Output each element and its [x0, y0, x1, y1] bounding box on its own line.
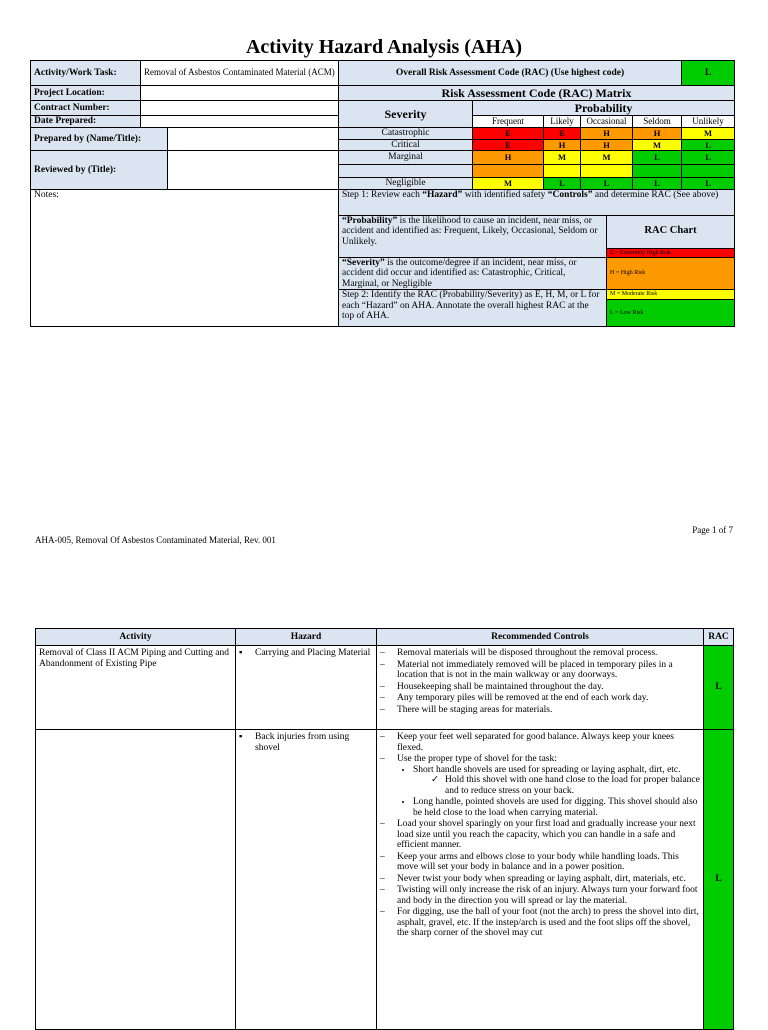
- project-location-value[interactable]: [141, 86, 339, 101]
- step2-text: Step 2: Identify the RAC (Probability/Severity) as E, H, M, or L for each “Hazard” on AHA. Annotate the overall highest RAC at the top of AHA.: [339, 290, 607, 327]
- step1-text: Step 1: Review each “Hazard” with identified safety “Controls” and determine RAC (See above): [339, 189, 735, 215]
- severity-negligible: Negligible: [339, 178, 473, 190]
- controls-list: [380, 732, 700, 939]
- matrix-spacer: [339, 165, 473, 178]
- rac-cell: H: [473, 151, 544, 165]
- date-prepared-value[interactable]: [141, 116, 339, 128]
- rac-legend-m: M = Moderate Risk: [607, 290, 734, 300]
- contract-number-value[interactable]: [141, 101, 339, 116]
- control-item: – Housekeeping shall be maintained throughout the day.: [380, 682, 700, 693]
- rac-cell: H: [581, 128, 633, 140]
- rac-cell: L: [544, 178, 581, 190]
- severity-definition: “Severity” is the outcome/degree if an incident, near miss, or accident did occur and identified as: Catastrophic, Critical, Marginal, or Negligible: [339, 257, 607, 290]
- control-item: – Any temporary piles will be removed at the end of each work day.: [380, 693, 700, 704]
- controls-list: [380, 648, 700, 715]
- prepared-by-label: Prepared by (Name/Title):: [31, 128, 168, 151]
- notes-label: Notes:: [34, 189, 59, 200]
- rac-cell: H: [581, 139, 633, 151]
- activity-label: Activity/Work Task:: [31, 61, 141, 86]
- hazard-item: ▪ Carrying and Placing Material: [239, 648, 373, 659]
- rac-cell: E: [473, 128, 544, 140]
- activity-cell: Removal of Class II ACM Piping and Cutting and Abandonment of Existing Pipe: [36, 646, 236, 730]
- document-reference: AHA-005, Removal Of Asbestos Contaminated Material, Rev. 001: [35, 535, 276, 545]
- hazard-cell: [236, 646, 377, 730]
- rac-cell: M: [633, 139, 682, 151]
- probability-likely: Likely: [544, 116, 581, 128]
- page-title: Activity Hazard Analysis (AHA): [245, 36, 523, 58]
- rac-legend-h: H = High Risk: [607, 257, 735, 290]
- contract-number-label: Contract Number:: [31, 101, 141, 116]
- control-item: – Never twist your body when spreading or laying asphalt, dirt, materials, etc.: [380, 874, 700, 885]
- rac-cell: M: [473, 178, 544, 190]
- reviewed-by-value[interactable]: [168, 151, 339, 190]
- control-item: – For digging, use the ball of your foot (not the arch) to press the shovel into dirt, asphalt, gravel, etc. If the instep/arch is used and the foot slips off the shovel, the sharp corner of the shovel may cut: [380, 907, 700, 939]
- matrix-spacer: [473, 165, 544, 178]
- rac-legend-ml: [607, 290, 735, 327]
- hazard-item: ▪ Back injuries from using shovel: [239, 732, 373, 753]
- control-item: – Twisting will only increase the risk of an injury. Always turn your forward foot and body in the direction you will spread or lay the material.: [380, 885, 700, 906]
- col-header-controls: Recommended Controls: [377, 629, 704, 646]
- sub-list: [397, 765, 700, 819]
- rac-cell: M: [682, 128, 735, 140]
- rac-cell: M: [544, 151, 581, 165]
- probability-frequent: Frequent: [473, 116, 544, 128]
- control-item: – There will be staging areas for materials.: [380, 705, 700, 716]
- overall-rac-label: Overall Risk Assessment Code (RAC) (Use highest code): [339, 61, 682, 86]
- probability-occasional: Occasional: [581, 116, 633, 128]
- severity-marginal: Marginal: [339, 151, 473, 165]
- rac-chart-title: RAC Chart: [607, 215, 735, 248]
- rac-cell: L: [581, 178, 633, 190]
- control-item: – Load your shovel sparingly on your first load and gradually increase your next load size until you reach the capacity, which you can handle in a safe and efficient manner.: [380, 819, 700, 851]
- rac-value: L: [704, 730, 734, 1030]
- sub-item: • Long handle, pointed shovels are used for digging. This shovel should also be held close to the load when carrying material.: [413, 797, 700, 818]
- rac-cell: E: [544, 128, 581, 140]
- probability-header: Probability: [473, 101, 735, 116]
- sub-item: • Short handle shovels are used for spreading or laying asphalt, dirt, etc. ✓ Hold this shovel with one hand close to the load for proper balance and to reduce stress on your back.: [413, 765, 700, 797]
- prepared-by-value[interactable]: [168, 128, 339, 151]
- probability-unlikely: Unlikely: [682, 116, 735, 128]
- col-header-hazard: Hazard: [236, 629, 377, 646]
- control-item: – Material not immediately removed will be placed in temporary piles in a location that is not in the main walkway or any doorways.: [380, 660, 700, 681]
- rac-cell: M: [581, 151, 633, 165]
- probability-seldom: Seldom: [633, 116, 682, 128]
- rac-cell: H: [633, 128, 682, 140]
- aha-header-table: [30, 60, 735, 327]
- control-item: – Keep your feet well separated for good balance. Always keep your knees flexed.: [380, 732, 700, 753]
- hazard-table: [35, 628, 734, 1030]
- reviewed-by-label: Reviewed by (Title):: [31, 151, 168, 190]
- table-row: [36, 730, 734, 1030]
- rac-cell: L: [682, 139, 735, 151]
- rac-cell: L: [633, 151, 682, 165]
- activity-cell: [36, 730, 236, 1030]
- col-header-rac: RAC: [704, 629, 734, 646]
- rac-cell: L: [682, 178, 735, 190]
- rac-legend-e: E = Extremely High Risk: [607, 248, 735, 257]
- date-prepared-label: Date Prepared:: [31, 116, 141, 128]
- rac-cell: L: [633, 178, 682, 190]
- rac-cell: E: [473, 139, 544, 151]
- matrix-spacer: [633, 165, 682, 178]
- severity-catastrophic: Catastrophic: [339, 128, 473, 140]
- matrix-spacer: [581, 165, 633, 178]
- table-row: [36, 646, 734, 730]
- probability-definition: “Probability” is the likelihood to cause an incident, near miss, or accident and identified as: Frequent, Likely, Occasional, Seldom or Unlikely.: [339, 215, 607, 257]
- severity-critical: Critical: [339, 139, 473, 151]
- rac-legend-l: L = Low Risk: [607, 300, 734, 326]
- severity-header: Severity: [339, 101, 473, 128]
- matrix-spacer: [682, 165, 735, 178]
- col-header-activity: Activity: [36, 629, 236, 646]
- activity-value: Removal of Asbestos Contaminated Material (ACM): [141, 61, 339, 86]
- matrix-title: Risk Assessment Code (RAC) Matrix: [339, 86, 735, 101]
- project-location-label: Project Location:: [31, 86, 141, 101]
- hazard-cell: [236, 730, 377, 1030]
- control-item: – Keep your arms and elbows close to your body while handling loads. This move will set your body in balance and in a power position.: [380, 852, 700, 873]
- check-item: ✓ Hold this shovel with one hand close to the load for proper balance and to reduce stress on your back.: [431, 775, 700, 796]
- rac-cell: L: [682, 151, 735, 165]
- control-item: – Use the proper type of shovel for the task: • Short handle shovels are used for spreading or laying asphalt, dirt, etc. ✓ Hold this shovel with one hand close to the load for proper balance and to reduce stress on your back. • Long handle, pointed shovels are used for digging. This shovel should also be held close to the load when carrying material.: [380, 754, 700, 818]
- matrix-spacer: [544, 165, 581, 178]
- overall-rac-value: L: [682, 61, 735, 86]
- controls-cell: [377, 646, 704, 730]
- notes-field[interactable]: [31, 189, 339, 327]
- rac-value: L: [704, 646, 734, 730]
- rac-cell: H: [544, 139, 581, 151]
- page-number: Page 1 of 7: [692, 525, 733, 535]
- controls-cell: [377, 730, 704, 1030]
- control-item: – Removal materials will be disposed throughout the removal process.: [380, 648, 700, 659]
- check-list: [413, 775, 700, 796]
